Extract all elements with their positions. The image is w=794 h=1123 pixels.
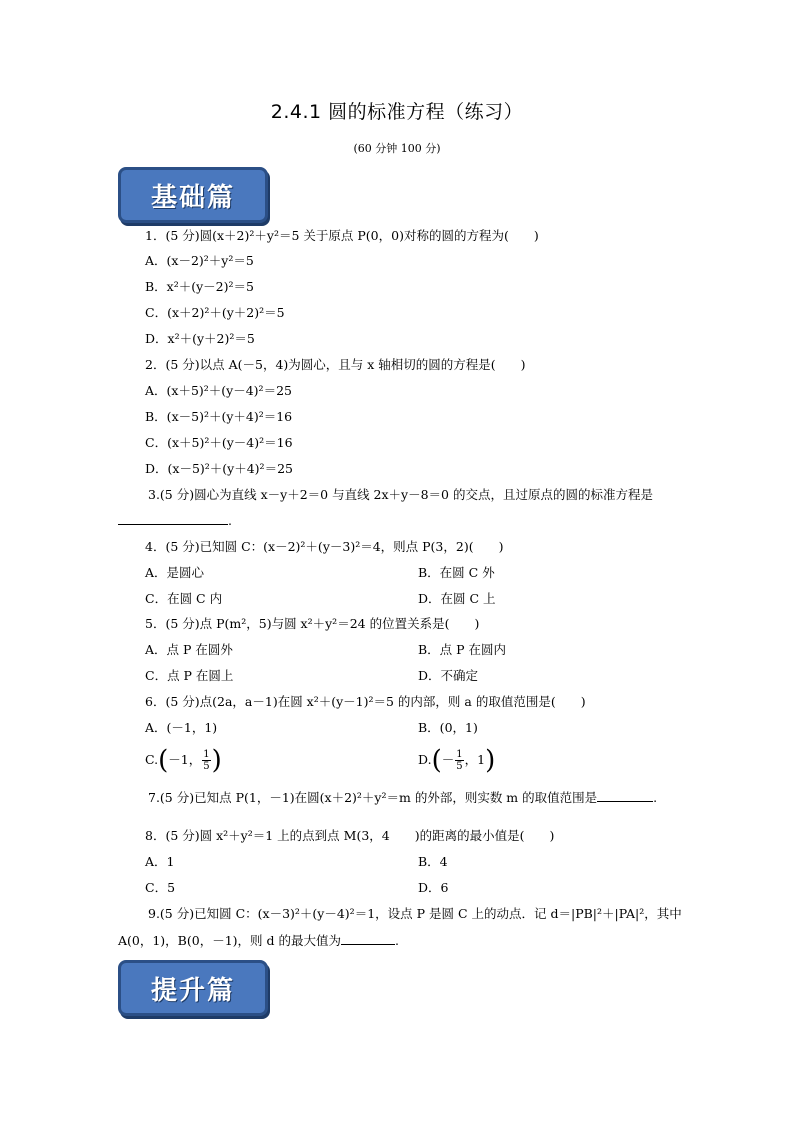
q6-option-c-inner: －1， xyxy=(168,752,202,767)
fraction-denominator: 5 xyxy=(456,761,463,772)
q2-option-d: D．(x－5)²＋(y＋4)²＝25 xyxy=(145,461,293,476)
q1-option-d: D．x²＋(y＋2)²＝5 xyxy=(145,331,255,346)
q3-answer-line: . xyxy=(118,512,232,529)
section-badge-advanced: 提升篇 xyxy=(118,960,268,1016)
page-subtitle: (60 分钟 100 分) xyxy=(353,142,441,155)
q5-option-b: B．点 P 在圆内 xyxy=(418,642,507,657)
q4-stem: 4．(5 分)已知圆 C：(x－2)²＋(y－3)²＝4，则点 P(3，2)( ) xyxy=(145,539,504,554)
q6-option-d-fraction xyxy=(455,749,463,772)
q7-stem: 7.(5 分)已知点 P(1，－1)在圆(x＋2)²＋y²＝m 的外部，则实数 m 的取值范围是 xyxy=(148,790,598,805)
q2-option-a: A．(x＋5)²＋(y－4)²＝25 xyxy=(145,383,292,398)
q4-option-c: C．在圆 C 内 xyxy=(145,591,223,606)
fraction-numerator: 1 xyxy=(456,749,463,760)
q7-line xyxy=(148,789,657,806)
section-badge-basic: 基础篇 xyxy=(118,167,268,223)
q9-end: . xyxy=(394,933,399,948)
q6-option-d-tail: ，1 xyxy=(464,752,486,767)
q6-option-d-sign: － xyxy=(441,752,455,767)
q9-line2 xyxy=(118,932,399,949)
q4-option-d: D．在圆 C 上 xyxy=(418,591,496,606)
q6-stem: 6．(5 分)点(2a，a－1)在圆 x²＋(y－1)²＝5 的内部，则 a 的取值范围是( ) xyxy=(145,694,586,709)
q4-option-b: B．在圆 C 外 xyxy=(418,565,495,580)
q7-end: . xyxy=(653,790,658,805)
q6-option-c-fraction xyxy=(202,749,210,772)
page-title: 2.4.1 圆的标准方程（练习） xyxy=(270,101,524,123)
q2-stem: 2．(5 分)以点 A(－5，4)为圆心，且与 x 轴相切的圆的方程是( ) xyxy=(145,357,526,372)
q9-stem: 9.(5 分)已知圆 C：(x－3)²＋(y－4)²＝1，设点 P 是圆 C 上的动点．记 d＝|PB|²＋|PA|²，其中 xyxy=(148,906,682,921)
q5-option-d: D．不确定 xyxy=(418,668,479,683)
q5-option-a: A．点 P 在圆外 xyxy=(145,642,233,657)
fraction-denominator: 5 xyxy=(203,761,210,772)
q4-option-a: A．是圆心 xyxy=(145,565,205,580)
q6-option-a: A．(－1，1) xyxy=(145,720,218,735)
q6-option-c-prefix: C. xyxy=(145,752,159,767)
q9-blank xyxy=(341,932,395,945)
q8-option-b: B．4 xyxy=(418,854,448,869)
q8-option-c: C．5 xyxy=(145,880,176,895)
q7-blank xyxy=(597,789,653,802)
q6-option-b: B．(0，1) xyxy=(418,720,478,735)
q5-option-c: C．点 P 在圆上 xyxy=(145,668,234,683)
q9-line2-text: A(0，1)，B(0，－1)，则 d 的最大值为 xyxy=(118,933,341,948)
q6-option-d: D.(－ $\frac{1}{5}$ ，1) xyxy=(418,745,496,776)
q8-option-d: D．6 xyxy=(418,880,449,895)
q3-stem: 3.(5 分)圆心为直线 x－y＋2＝0 与直线 2x＋y－8＝0 的交点，且过原点的圆的标准方程是 xyxy=(148,487,653,502)
q2-option-b: B．(x－5)²＋(y＋4)²＝16 xyxy=(145,409,293,424)
q8-stem: 8．(5 分)圆 x²＋y²＝1 上的点到点 M(3，4 )的距离的最小值是( ) xyxy=(145,828,555,843)
fraction-numerator: 1 xyxy=(203,749,210,760)
q5-stem: 5．(5 分)点 P(m²，5)与圆 x²＋y²＝24 的位置关系是( ) xyxy=(145,616,480,631)
q1-option-a: A．(x－2)²＋y²＝5 xyxy=(145,253,254,268)
q1-option-c: C．(x＋2)²＋(y＋2)²＝5 xyxy=(145,305,285,320)
q6-option-c: C.(－1， $\frac{1}{5}$ ) xyxy=(145,745,222,776)
q1-option-b: B．x²＋(y－2)²＝5 xyxy=(145,279,254,294)
q2-option-c: C．(x＋5)²＋(y－4)²＝16 xyxy=(145,435,293,450)
q1-stem: 1．(5 分)圆(x＋2)²＋y²＝5 关于原点 P(0，0)对称的圆的方程为( ) xyxy=(145,228,539,243)
q8-option-a: A．1 xyxy=(145,854,175,869)
q6-option-d-prefix: D. xyxy=(418,752,432,767)
